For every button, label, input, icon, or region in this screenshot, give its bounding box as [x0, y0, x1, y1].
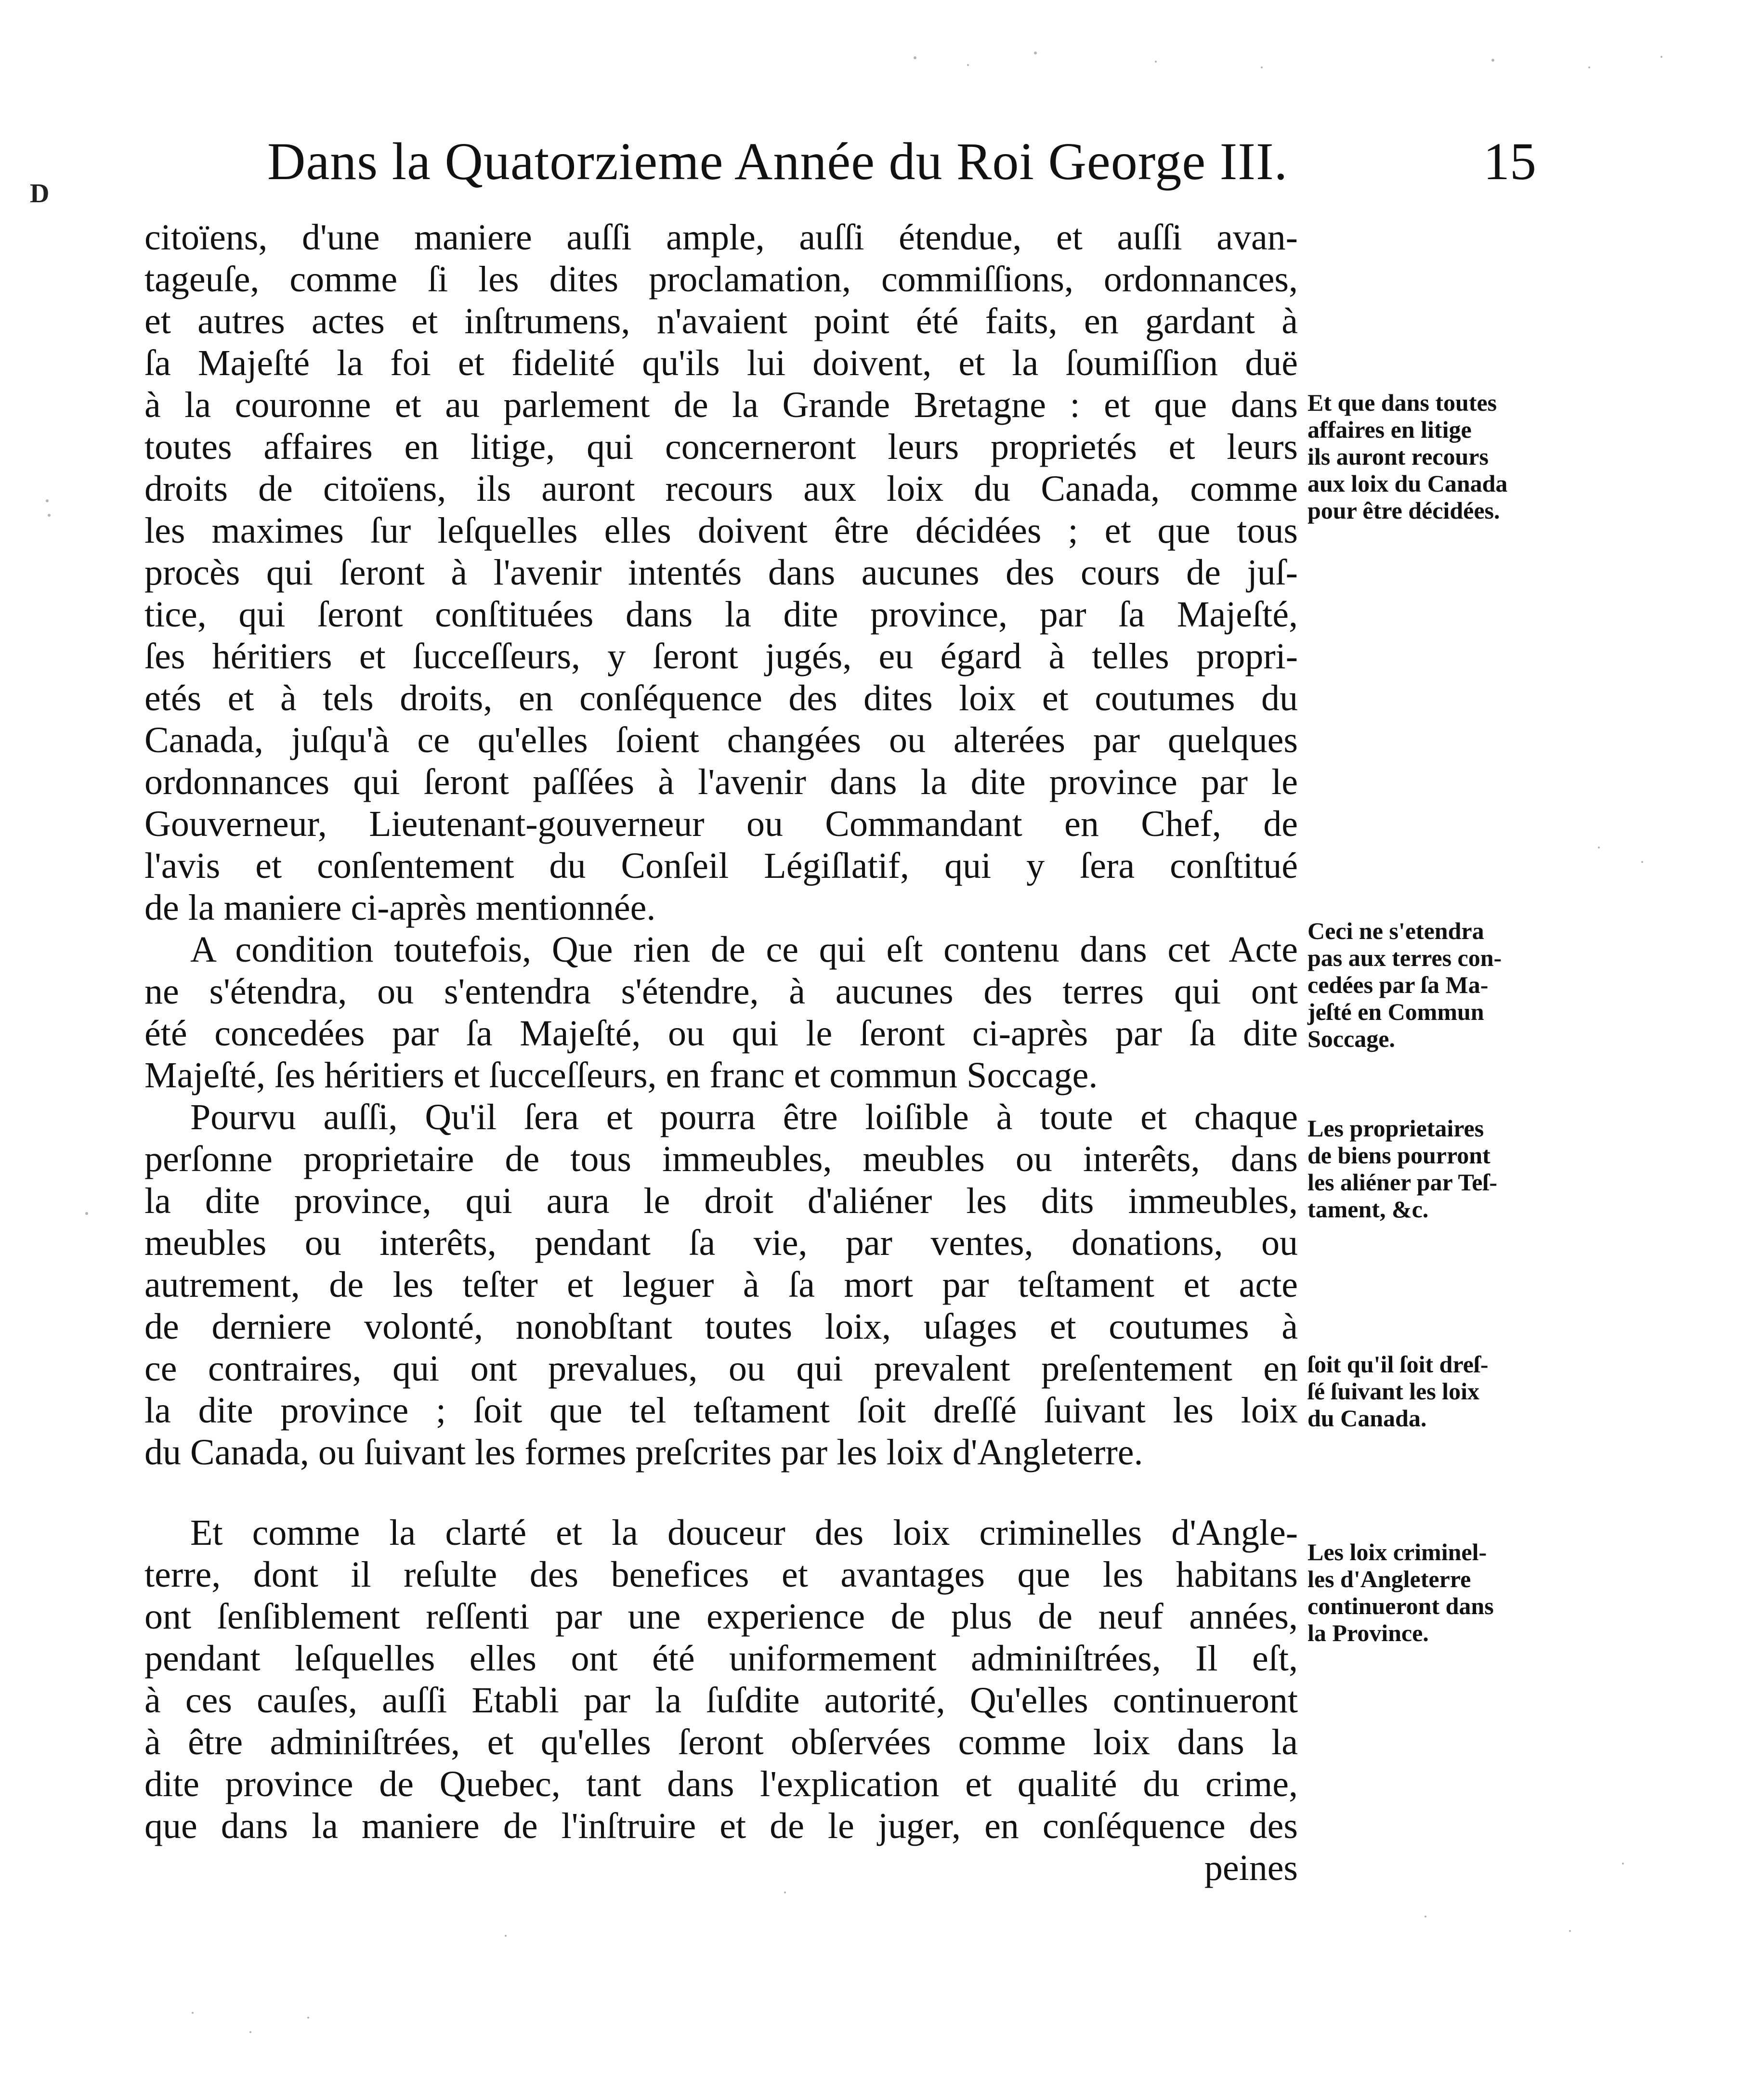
text-line: citoïens, d'une maniere auſſi ample, auſſi étendue, et auſſi avan-: [144, 217, 1298, 258]
side-note-line: Soccage.: [1307, 1025, 1395, 1052]
text-line: l'avis et conſentement du Conſeil Légiſlatif, qui y ſera conſtitué: [144, 846, 1298, 886]
side-note-line: pour être décidées.: [1307, 497, 1500, 524]
side-note-3: [1307, 1115, 1551, 1223]
side-note-line: tament, &c.: [1307, 1196, 1429, 1223]
side-note-1: [1307, 389, 1551, 524]
text-line: Majeſté, ſes héritiers et ſucceſſeurs, en franc et commun Soccage.: [144, 1055, 1098, 1096]
running-head: Dans la Quatorzieme Année du Roi George III.: [267, 132, 1288, 191]
side-note-line: Les loix criminel-: [1307, 1539, 1487, 1565]
text-line: Canada, juſqu'à ce qu'elles ſoient changées ou alterées par quelques: [144, 720, 1298, 760]
text-line: pendant leſquelles elles ont été uniformement adminiſtrées, Il eſt,: [144, 1638, 1298, 1679]
text-line: à être adminiſtrées, et qu'elles ſeront obſervées comme loix dans la: [144, 1722, 1298, 1762]
side-note-line: pas aux terres con-: [1307, 944, 1502, 971]
text-line: ce contraires, qui ont prevalues, ou qui prevalent preſentement en: [144, 1348, 1298, 1389]
text-line: tageuſe, comme ſi les dites proclamation, commiſſions, ordonnances,: [144, 259, 1298, 300]
text-line: ſa Majeſté la foi et fidelité qu'ils lui doivent, et la ſoumiſſion duë: [144, 343, 1298, 383]
side-note-line: de biens pourront: [1307, 1142, 1491, 1169]
text-line: que dans la maniere de l'inſtruire et de le juger, en conſéquence des: [144, 1806, 1298, 1846]
text-line: du Canada, ou ſuivant les formes preſcrites par les loix d'Angleterre.: [144, 1432, 1143, 1473]
text-line: A condition toutefois, Que rien de ce qui eſt contenu dans cet Acte: [190, 929, 1298, 970]
text-line: ont ſenſiblement reſſenti par une experience de plus de neuf années,: [144, 1596, 1298, 1637]
page-number: 15: [1483, 132, 1536, 191]
text-line: ſes héritiers et ſucceſſeurs, y ſeront jugés, eu égard à telles propri-: [144, 636, 1298, 677]
text-line: procès qui ſeront à l'avenir intentés dans aucunes des cours de juſ-: [144, 552, 1298, 593]
text-line: dite province de Quebec, tant dans l'explication et qualité du crime,: [144, 1764, 1298, 1804]
side-note-line: les aliéner par Teſ-: [1307, 1169, 1497, 1196]
text-line: terre, dont il reſulte des benefices et avantages que les habitans: [144, 1554, 1298, 1595]
text-line: les maximes ſur leſquelles elles doivent être décidées ; et que tous: [144, 510, 1298, 551]
side-note-line: ſoit qu'il ſoit dreſ-: [1307, 1351, 1489, 1378]
side-note-line: aux loix du Canada: [1307, 470, 1508, 497]
side-note-line: Les proprietaires: [1307, 1115, 1484, 1142]
text-line: toutes affaires en litige, qui concerneront leurs proprietés et leurs: [144, 427, 1298, 467]
paragraph-3: [144, 1096, 1298, 1474]
catchword: peines: [1204, 1848, 1298, 1888]
text-line: été concedées par ſa Majeſté, ou qui le ſeront ci-après par ſa dite: [144, 1013, 1298, 1054]
text-line: ordonnances qui ſeront paſſées à l'avenir dans la dite province par le: [144, 762, 1298, 802]
paragraph-1: [144, 217, 1298, 929]
side-note-line: Ceci ne s'etendra: [1307, 917, 1484, 944]
text-line: de derniere volonté, nonobſtant toutes loix, uſages et coutumes à: [144, 1306, 1298, 1347]
text-line: Pourvu auſſi, Qu'il ſera et pourra être loiſible à toute et chaque: [190, 1097, 1298, 1137]
side-note-line: continueront dans: [1307, 1592, 1494, 1619]
side-note-line: cedées par ſa Ma-: [1307, 971, 1489, 998]
side-note-line: ils auront recours: [1307, 443, 1489, 470]
paragraph-4: [144, 1512, 1298, 1889]
text-line: Et comme la clarté et la douceur des loix criminelles d'Angle-: [190, 1513, 1298, 1553]
text-line: droits de citoïens, ils auront recours aux loix du Canada, comme: [144, 469, 1298, 509]
text-line: et autres actes et inſtrumens, n'avaient point été faits, en gardant à: [144, 301, 1298, 341]
main-text: [144, 217, 1298, 1889]
side-note-line: affaires en litige: [1307, 416, 1472, 443]
text-line: perſonne proprietaire de tous immeubles, meubles ou interêts, dans: [144, 1139, 1298, 1179]
text-line: tice, qui ſeront conſtituées dans la dite province, par ſa Majeſté,: [144, 594, 1298, 635]
side-note-4: [1307, 1351, 1551, 1432]
side-note-line: la Province.: [1307, 1619, 1429, 1646]
text-line: meubles ou interêts, pendant ſa vie, par ventes, donations, ou: [144, 1223, 1298, 1263]
text-line: à ces cauſes, auſſi Etabli par la ſuſdite autorité, Qu'elles continueront: [144, 1680, 1298, 1721]
margin-mark: D: [30, 179, 50, 209]
side-note-line: Et que dans toutes: [1307, 389, 1497, 416]
text-line: à la couronne et au parlement de la Grande Bretagne : et que dans: [144, 385, 1298, 425]
side-note-5: [1307, 1539, 1551, 1646]
text-line: Gouverneur, Lieutenant-gouverneur ou Commandant en Chef, de: [144, 804, 1298, 844]
text-line: de la maniere ci-après mentionnée.: [144, 887, 656, 928]
text-line: la dite province ; ſoit que tel teſtament ſoit dreſſé ſuivant les loix: [144, 1390, 1298, 1431]
side-note-line: les d'Angleterre: [1307, 1565, 1471, 1592]
text-line: autrement, de les teſter et leguer à ſa mort par teſtament et acte: [144, 1265, 1298, 1305]
text-line: etés et à tels droits, en conſéquence des dites loix et coutumes du: [144, 678, 1298, 718]
side-note-2: [1307, 917, 1551, 1052]
paragraph-2: [144, 929, 1298, 1096]
side-note-line: ſé ſuivant les loix: [1307, 1378, 1479, 1405]
side-note-line: du Canada.: [1307, 1405, 1427, 1432]
text-line: la dite province, qui aura le droit d'aliéner les dits immeubles,: [144, 1181, 1298, 1221]
text-line: ne s'étendra, ou s'entendra s'étendre, à aucunes des terres qui ont: [144, 971, 1298, 1012]
side-note-line: jeſté en Commun: [1307, 998, 1484, 1025]
